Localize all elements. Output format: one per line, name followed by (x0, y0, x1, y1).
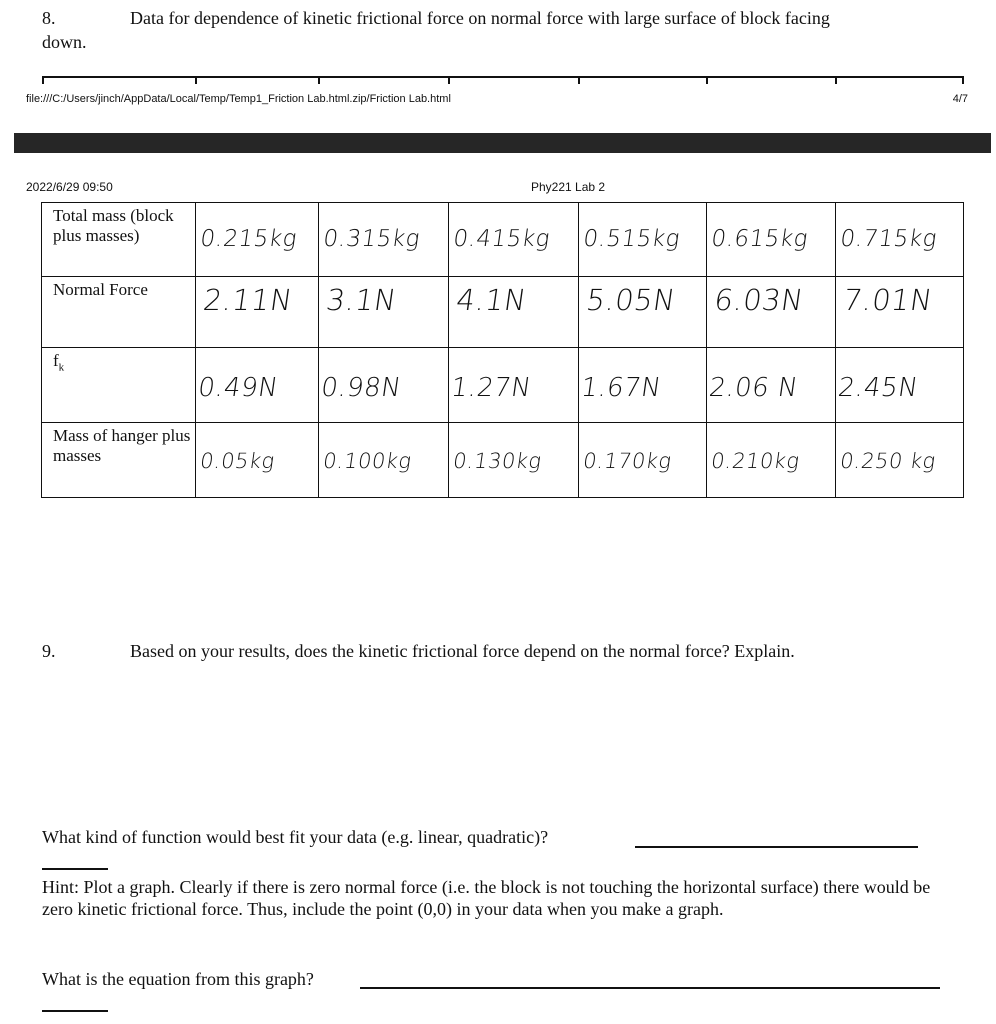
equation-answer-line[interactable] (360, 987, 940, 989)
header-tick (448, 76, 450, 84)
table-cell (449, 277, 579, 348)
table-cell (449, 203, 579, 277)
header-tick (578, 76, 580, 84)
table-cell (836, 277, 964, 348)
normal-force-value: 3.1N (324, 283, 399, 317)
table-cell (319, 277, 449, 348)
table-cell (836, 203, 964, 277)
hanger-mass-value: 0.100kg (321, 449, 414, 473)
normal-force-value: 5.05N (584, 283, 678, 317)
hanger-mass-value: 0.170kg (581, 449, 674, 473)
header-tick (318, 76, 320, 84)
table-cell (319, 423, 449, 498)
hanger-mass-value: 0.210kg (709, 449, 802, 473)
total-mass-value: 0.715kg (838, 226, 939, 252)
table-cell (579, 348, 707, 423)
header-tick (706, 76, 708, 84)
fk-symbol: f (53, 351, 59, 370)
table-cell (707, 277, 836, 348)
kinetic-friction-value: 2.06 N (707, 373, 800, 403)
row-label-hanger-mass: Mass of hanger plus masses (42, 423, 196, 498)
table-cell (319, 348, 449, 423)
header-tick (195, 76, 197, 84)
print-file-path: file:///C:/Users/jinch/AppData/Local/Temp/Temp1_Friction Lab.html.zip/Friction Lab.html (26, 93, 451, 105)
table-cell (707, 423, 836, 498)
function-answer-line-continued[interactable] (42, 868, 108, 870)
total-mass-value: 0.415kg (451, 226, 552, 252)
table-cell (196, 277, 319, 348)
question-8-text: Data for dependence of kinetic frictional force on normal force with large surface of block facing (130, 8, 830, 28)
total-mass-value: 0.515kg (581, 226, 682, 252)
hanger-mass-value: 0.05kg (198, 449, 277, 473)
table-cell (836, 423, 964, 498)
table-cell (449, 423, 579, 498)
header-tick (835, 76, 837, 84)
total-mass-value: 0.615kg (709, 226, 810, 252)
table-cell (707, 203, 836, 277)
table-cell (319, 203, 449, 277)
question-8-text-continued: down. (42, 32, 87, 52)
table-cell (196, 348, 319, 423)
normal-force-value: 4.1N (454, 283, 529, 317)
kinetic-friction-value: 1.67N (579, 373, 664, 403)
kinetic-friction-value: 1.27N (449, 373, 534, 403)
table-row (42, 203, 964, 277)
hint-paragraph: Hint: Plot a graph. Clearly if there is zero normal force (i.e. the block is not touching the horizontal surface) there would be zero kinetic frictional force. Thus, include the point (0,0) in your data when you make a graph. (42, 877, 931, 919)
normal-force-value: 6.03N (712, 283, 806, 317)
kinetic-friction-value: 2.45N (836, 373, 921, 403)
table-cell (579, 423, 707, 498)
normal-force-value: 2.11N (201, 283, 295, 317)
header-tick (42, 76, 44, 84)
function-answer-line[interactable] (635, 846, 918, 848)
print-title: Phy221 Lab 2 (531, 180, 606, 194)
total-mass-value: 0.315kg (321, 226, 422, 252)
question-9-number: 9. (42, 641, 56, 661)
table-cell (449, 348, 579, 423)
row-label-normal-force: Normal Force (42, 277, 196, 348)
equation-answer-line-continued[interactable] (42, 1010, 108, 1012)
print-page-number: 4/7 (952, 93, 968, 105)
question-8-number: 8. (42, 8, 56, 28)
row-label-total-mass: Total mass (block plus masses) (42, 203, 196, 277)
total-mass-value: 0.215kg (198, 226, 299, 252)
table-cell (579, 277, 707, 348)
table-cell (196, 203, 319, 277)
table-row (42, 348, 964, 423)
hanger-mass-value: 0.250 kg (838, 449, 938, 473)
print-date: 2022/6/29 09:50 (26, 180, 113, 194)
function-fit-question: What kind of function would best fit your data (e.g. linear, quadratic)? (42, 827, 549, 847)
table-cell (579, 203, 707, 277)
header-tick (962, 76, 964, 84)
kinetic-friction-value: 0.98N (319, 373, 404, 403)
normal-force-value: 7.01N (841, 283, 935, 317)
row-label-kinetic-friction (42, 348, 196, 423)
table-cell (196, 423, 319, 498)
fk-subscript: k (58, 361, 65, 374)
question-9-text: Based on your results, does the kinetic frictional force depend on the normal force? Explain. (130, 641, 795, 661)
header-rule (42, 76, 964, 78)
friction-data-table (41, 202, 964, 498)
hanger-mass-value: 0.130kg (451, 449, 544, 473)
table-row (42, 423, 964, 498)
page-break-bar (14, 133, 991, 153)
table-row (42, 277, 964, 348)
table-cell (836, 348, 964, 423)
equation-question: What is the equation from this graph? (42, 969, 314, 989)
table-cell (707, 348, 836, 423)
kinetic-friction-value: 0.49N (196, 373, 281, 403)
